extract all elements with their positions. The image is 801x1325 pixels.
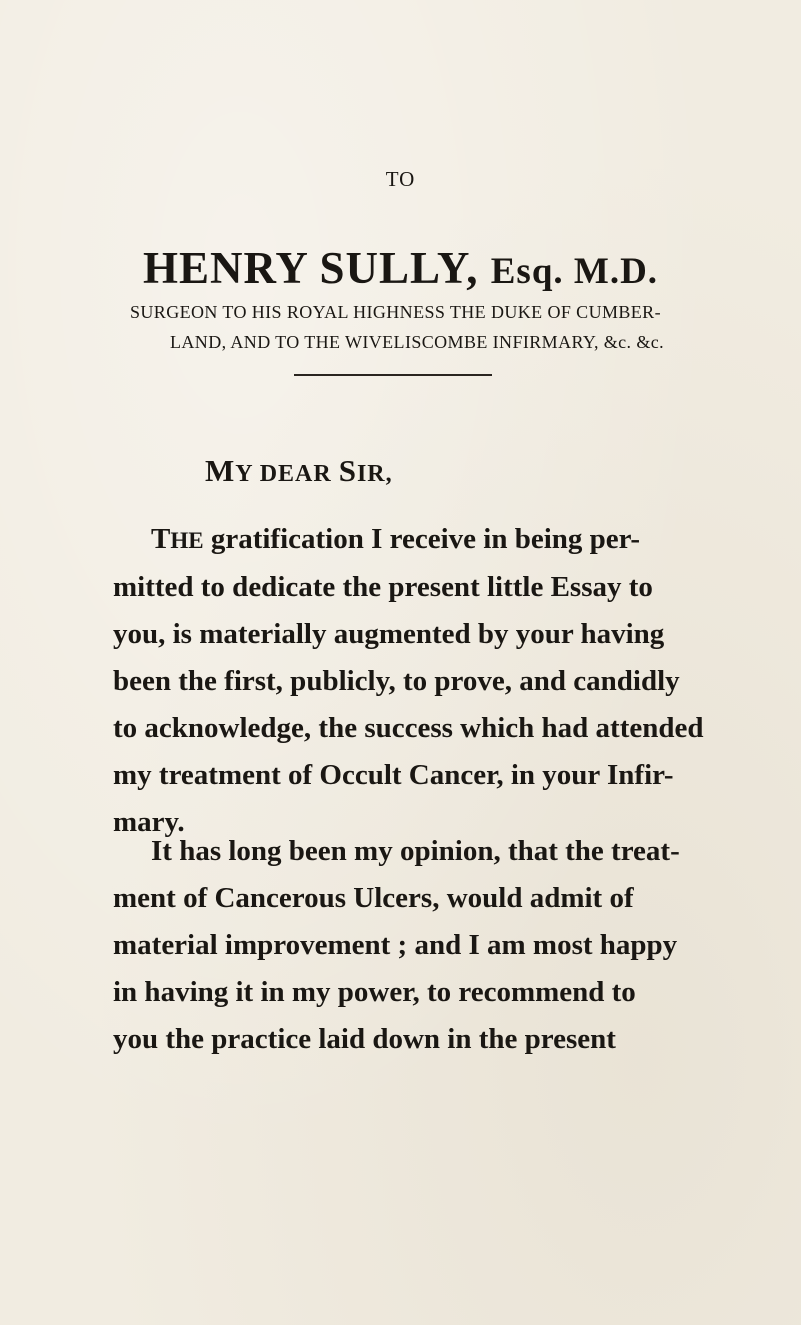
lead-smallcaps: HE: [170, 528, 204, 553]
salutation: [205, 453, 393, 489]
salutation-rest: Y DEAR: [235, 461, 339, 487]
paragraph-1: [113, 516, 753, 846]
lead-capital: T: [151, 523, 171, 555]
paragraph-2-line-5: you the practice laid down in the present: [113, 1023, 616, 1055]
paragraph-1-line-4: been the first, publicly, to prove, and candidly: [113, 665, 680, 697]
paragraph-1-line-3: you, is materially augmented by your having: [113, 618, 665, 650]
paragraph-1-line-1: gratification I receive in being per-: [203, 523, 641, 555]
paragraph-1-line-2: mitted to dedicate the present little Essay to: [113, 571, 653, 603]
recipient-name: [0, 242, 801, 294]
paragraph-2-line-4: in having it in my power, to recommend to: [113, 976, 636, 1008]
title-line-2: LAND, AND TO THE WIVELISCOMBE INFIRMARY, &c. &c.: [170, 332, 665, 352]
paragraph-1-line-6: my treatment of Occult Cancer, in your Infir-: [113, 759, 674, 791]
dedication-to: TO: [385, 167, 416, 191]
paragraph-2-line-2: ment of Cancerous Ulcers, would admit of: [113, 882, 634, 914]
divider-rule: [294, 374, 492, 376]
paragraph-2-line-1: It has long been my opinion, that the treat-: [151, 835, 680, 867]
title-line-1: SURGEON TO HIS ROYAL HIGHNESS THE DUKE OF CUMBER-: [130, 302, 661, 322]
paragraph-1-line-7: mary.: [113, 806, 185, 838]
recipient-name-text: HENRY SULLY,: [142, 243, 491, 293]
salutation-end: IR,: [356, 461, 393, 487]
paragraph-1-line-5: to acknowledge, the success which had attended: [113, 712, 704, 744]
salutation-initial: M: [205, 453, 236, 488]
salutation-s: S: [338, 453, 357, 488]
paragraph-2-line-3: material improvement ; and I am most happy: [113, 929, 678, 961]
recipient-suffix: Esq. M.D.: [490, 251, 659, 292]
recipient-titles: [130, 297, 750, 357]
paragraph-line: [113, 516, 753, 564]
paragraph-2: [113, 828, 753, 1063]
